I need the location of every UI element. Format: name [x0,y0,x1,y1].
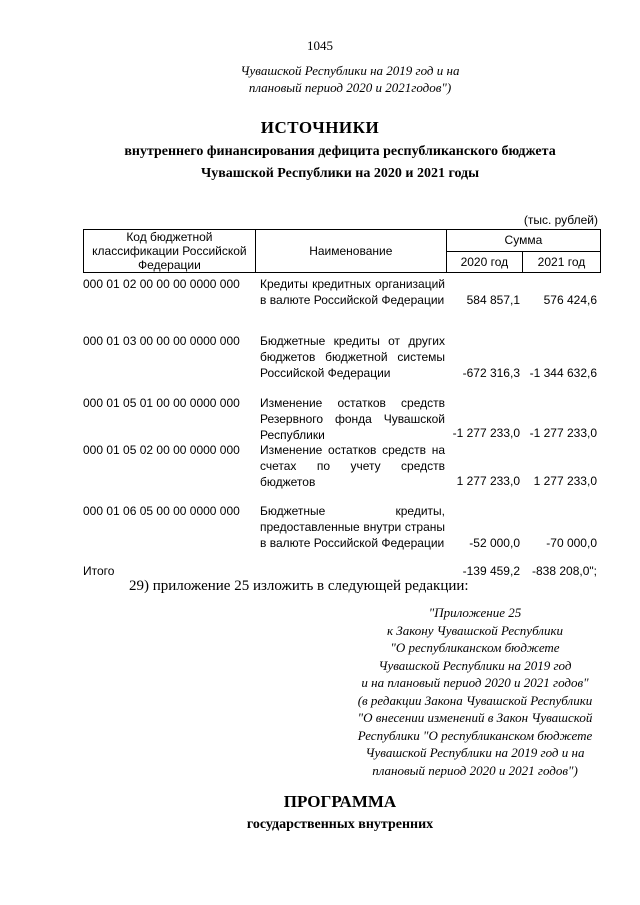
appendix-note [320,604,630,779]
units-label: (тыс. рублей) [523,213,598,227]
row-value-2020: -52 000,0 [469,536,520,550]
row-code: 000 01 05 01 00 00 0000 000 [83,396,240,410]
appendix-line: "О внесении изменений в Закон Чувашской [357,710,593,725]
document-title: ИСТОЧНИКИ [260,118,380,137]
program-title: ПРОГРАММА [283,792,397,811]
subtitle-line: внутреннего финансирования дефицита республиканского бюджета [124,144,556,159]
row-name: Бюджетные кредиты от других бюджетов бюджетной системы Российской Федерации [260,334,445,380]
appendix-line: "Приложение 25 [428,605,522,620]
header-note [0,62,640,96]
page-number: 1045 [307,38,333,53]
appendix-line: Чувашской Республики на 2019 год [378,657,572,673]
row-value-2021: -1 277 233,0 [529,426,597,440]
appendix-line: и на плановый период 2020 и 2021 годов" [361,675,589,690]
row-value-2020: -1 277 233,0 [452,426,520,440]
appendix-line: "О республиканском бюджете [390,640,560,655]
header-code-label: Код бюджетной классификации Российской Федерации [92,230,247,272]
header-sum: Сумма [446,230,600,252]
header-note-line: плановый период 2020 и 2021годов") [248,80,452,95]
row-value-2021: -70 000,0 [546,536,597,550]
row-code: 000 01 03 00 00 00 0000 000 [83,334,240,348]
appendix-line: Чувашской Республики на 2019 год и на [365,745,585,760]
subtitle-line: Чувашской Республики на 2020 и 2021 годы [200,166,480,181]
row-value-2020: 584 857,1 [466,293,520,307]
row-name: Кредиты кредитных организаций в валюте Российской Федерации [260,277,445,307]
header-name: Наименование [255,230,446,273]
row-code: 000 01 06 05 00 00 0000 000 [83,504,240,518]
row-value-2020: 1 277 233,0 [456,474,520,488]
row-value-2020: -672 316,3 [462,366,520,380]
row-name: Изменение остатков средств Резервного фонда Чувашской Республики [260,396,445,442]
appendix-line: (в редакции Закона Чувашской Республики [357,692,593,708]
header-note-line: Чувашской Республики на 2019 год и на [240,63,460,78]
total-value-2021: -838 208,0"; [532,564,597,578]
row-value-2021: 576 424,6 [543,293,597,307]
instruction-text: 29) приложение 25 изложить в следующей редакции: [129,578,469,594]
sources-table-header [83,229,601,273]
total-label: Итого [83,564,115,578]
appendix-line: Республики "О республиканском бюджете [357,727,593,743]
row-code: 000 01 02 00 00 00 0000 000 [83,277,240,291]
program-subtitle: государственных внутренних [246,817,434,832]
header-2021: 2021 год [522,251,600,273]
row-code: 000 01 05 02 00 00 0000 000 [83,443,240,457]
row-name: Бюджетные кредиты, предоставленные внутри страны в валюте Российской Федерации [260,504,445,550]
row-value-2021: 1 277 233,0 [533,474,597,488]
row-name: Изменение остатков средств на счетах по учету средств бюджетов [260,443,445,489]
appendix-line: плановый период 2020 и 2021 годов") [372,762,578,778]
header-code [84,230,256,273]
document-subtitle [0,141,640,185]
appendix-line: к Закону Чувашской Республики [386,622,564,638]
row-value-2021: -1 344 632,6 [529,366,597,380]
header-2020: 2020 год [446,251,522,273]
total-value-2020: -139 459,2 [462,564,520,578]
